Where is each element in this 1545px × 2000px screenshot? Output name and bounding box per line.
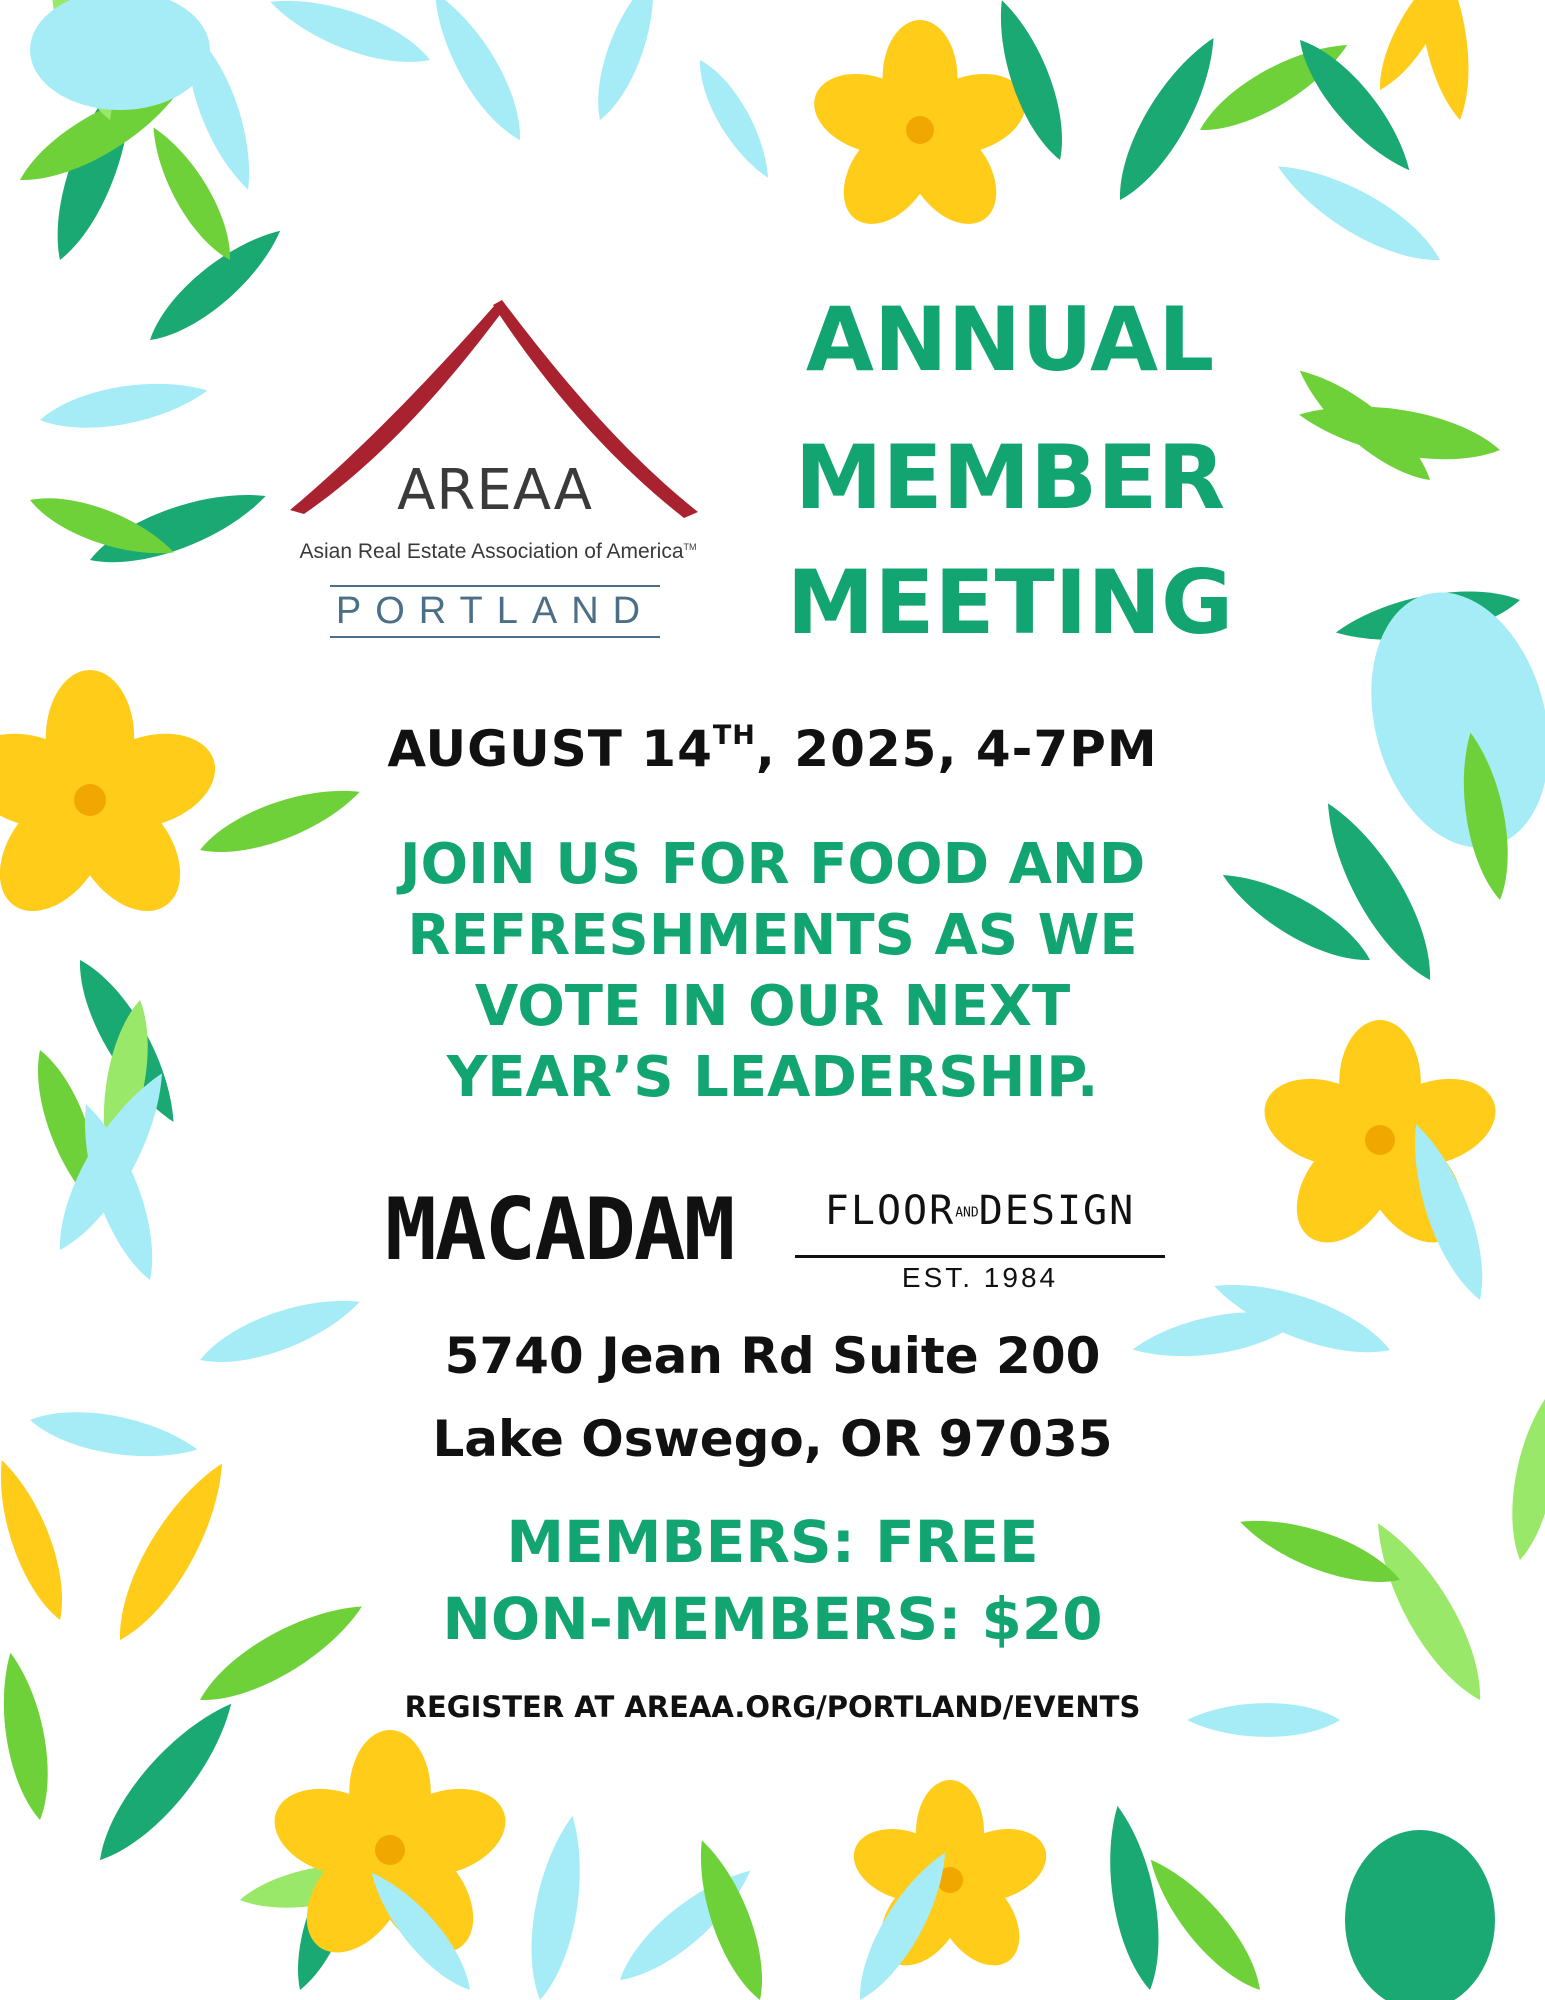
logo-city: PORTLAND (335, 590, 655, 632)
register-call-to-action: REGISTER AT AREAA.ORG/PORTLAND/EVENTS (404, 1690, 1141, 1724)
headline-line-1: ANNUAL (805, 288, 1215, 391)
logo-rule-bottom (330, 636, 660, 638)
invitation-line-1: JOIN US FOR FOOD AND (399, 832, 1146, 897)
logo-tagline: Asian Real Estate Association of America™ (299, 540, 697, 563)
date-ordinal-suffix: TH (712, 720, 756, 751)
address-line-1: 5740 Jean Rd Suite 200 (444, 1327, 1101, 1385)
trademark-mark: TM (683, 542, 697, 552)
headline-line-3: MEETING (786, 551, 1234, 654)
invitation-line-4: YEAR’S LEADERSHIP. (446, 1045, 1099, 1110)
logo-name: AREAA (397, 458, 593, 523)
venue-subtitle-and: AND (955, 1205, 979, 1221)
invitation-line-3: VOTE IN OUR NEXT (474, 974, 1071, 1039)
areaa-portland-logo (280, 300, 710, 640)
price-non-members: NON-MEMBERS: $20 (442, 1585, 1103, 1653)
event-date: AUGUST 14TH, 2025, 4-7PM (387, 720, 1158, 778)
venue-subtitle: FLOORANDDESIGN (824, 1188, 1136, 1234)
price-members: MEMBERS: FREE (506, 1508, 1039, 1576)
logo-rule-top (330, 585, 660, 587)
invitation-line-2: REFRESHMENTS AS WE (407, 903, 1138, 968)
venue-divider (795, 1255, 1165, 1258)
venue-established: EST. 1984 (901, 1262, 1059, 1293)
headline-line-2: MEMBER (794, 426, 1226, 529)
venue-name: MACADAM (385, 1180, 734, 1280)
address-line-2: Lake Oswego, OR 97035 (432, 1410, 1113, 1468)
